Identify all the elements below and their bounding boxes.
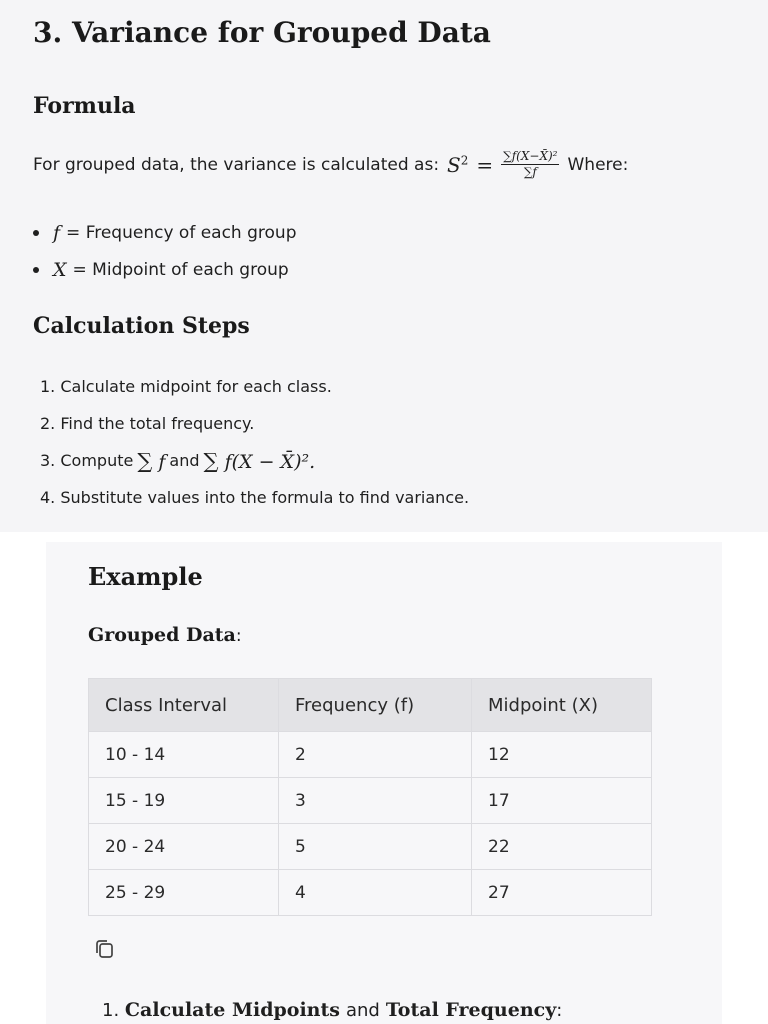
table-header-row [89,679,652,732]
sum-squared-deviation-expression: ∑ f(X − X̄)². [203,448,316,473]
formula-intro: For grouped data, the variance is calculated as: [33,154,440,175]
step-text-and: and [169,451,200,470]
grouped-data-table [88,678,652,916]
table-cell: 17 [472,778,652,824]
equals-sign: = [476,152,494,177]
step-plain-text: and [345,1000,380,1021]
table-cell: 15 - 19 [89,778,279,824]
table-cell: 3 [279,778,472,824]
table-row [89,870,652,916]
step-text: Calculate midpoint for each class. [60,377,332,396]
step-number: 1. [40,377,56,396]
list-item [33,251,297,288]
table-cell: 2 [279,732,472,778]
table-cell: 4 [279,870,472,916]
table-cell: 5 [279,824,472,870]
symbol: f [53,221,61,244]
formula-line [33,150,628,179]
step-colon: : [556,1000,563,1021]
bullet-icon [33,230,39,236]
column-header-frequency: Frequency (f) [279,679,472,732]
bullet-icon [33,267,39,273]
table-row [89,824,652,870]
table-row [89,778,652,824]
fraction-denominator: ∑f [523,165,537,179]
symbol-list [33,214,297,288]
step-text: Find the total frequency. [60,414,255,433]
step-text: Compute [60,451,134,470]
example-step-1 [102,999,562,1021]
colon: : [235,626,242,646]
step-text: Substitute values into the formula to find variance. [60,488,470,507]
table-cell: 20 - 24 [89,824,279,870]
example-heading: Example [88,562,203,591]
copy-icon-graphic [92,936,118,962]
column-header-class-interval: Class Interval [89,679,279,732]
table-cell: 12 [472,732,652,778]
step-item [40,479,469,516]
copy-icon[interactable] [92,936,118,962]
step-number: 4. [40,488,56,507]
list-item [33,214,297,251]
section-title: 3. Variance for Grouped Data [33,16,491,49]
step-number: 2. [40,414,56,433]
step-bold-text: Total Frequency [385,999,557,1021]
step-item [40,405,469,442]
step-number: 3. [40,451,56,470]
step-number: 1. [102,1000,120,1021]
table-cell: 25 - 29 [89,870,279,916]
column-header-midpoint: Midpoint (X) [472,679,652,732]
step-item [40,368,469,405]
example-card [46,542,722,1024]
symbol: X [53,258,67,281]
where-label: Where: [567,154,629,175]
symbol-description: = Midpoint of each group [72,259,289,280]
grouped-data-heading [88,624,242,646]
symbol-description: = Frequency of each group [66,222,297,243]
step-item [40,442,469,479]
step-bold-text: Calculate Midpoints [124,999,340,1021]
table-cell: 27 [472,870,652,916]
formula-heading: Formula [33,93,136,119]
table-cell: 10 - 14 [89,732,279,778]
table-cell: 22 [472,824,652,870]
fraction-numerator: ∑f(X−X̄)² [503,149,558,163]
table-row [89,732,652,778]
grouped-data-label: Grouped Data [88,624,236,646]
calculation-heading: Calculation Steps [33,313,250,339]
variance-fraction [501,150,559,179]
steps-list [40,368,469,516]
sum-f-expression: ∑ f [137,448,166,473]
formula-lhs: $S^2$ [447,152,469,177]
